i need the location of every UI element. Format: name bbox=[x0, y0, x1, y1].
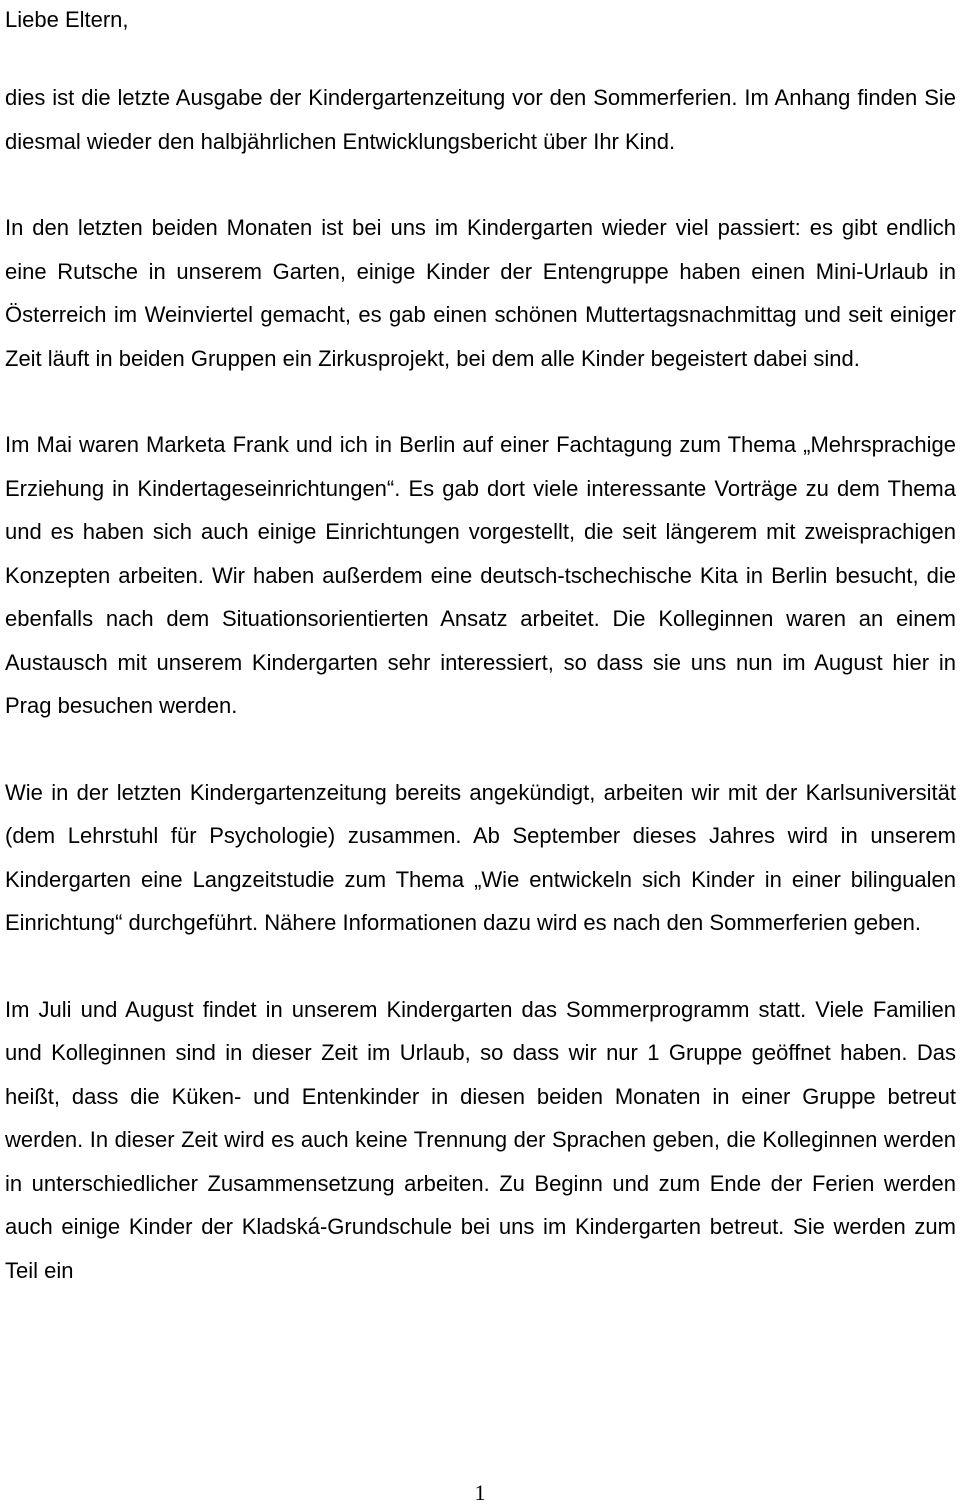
paragraph-spacer bbox=[5, 945, 956, 988]
paragraph-spacer bbox=[5, 40, 956, 76]
paragraph-intro: dies ist die letzte Ausgabe der Kindergartenzeitung vor den Sommerferien. Im Anhang finden Sie diesmal wieder den halbjährlichen Entwicklungsbericht über Ihr Kind. bbox=[5, 85, 956, 154]
paragraph-university-study: Wie in der letzten Kindergartenzeitung bereits angekündigt, arbeiten wir mit der Karlsuniversität (dem Lehrstuhl für Psychologie) zusammen. Ab September dieses Jahres wird in unserem Kindergarten eine Langzeitstudie zum Thema „Wie entwickeln sich Kinder in einer bilingualen Einrichtung“ durchgeführt. Nähere Informationen dazu wird es nach den Sommerferien geben. bbox=[5, 779, 956, 935]
paragraph-spacer bbox=[5, 163, 956, 206]
page-number: 1 bbox=[474, 1480, 486, 1505]
paragraph-spacer bbox=[5, 728, 956, 771]
salutation: Liebe Eltern, bbox=[5, 7, 129, 32]
letter-body bbox=[5, 0, 956, 1292]
paragraph-spacer bbox=[5, 380, 956, 423]
paragraph-summer-program: Im Juli und August findet in unserem Kindergarten das Sommerprogramm statt. Viele Familien und Kolleginnen sind in dieser Zeit im Urlaub, so dass wir nur 1 Gruppe geöffnet haben. Das heißt, dass die Küken- und Entenkinder in diesen beiden Monaten in einer Gruppe betreut werden. In dieser Zeit wird es auch keine Trennung der Sprachen geben, die Kolleginnen werden in unterschiedlicher Zusammensetzung arbeiten. Zu Beginn und zum Ende der Ferien werden auch einige Kinder der Kladská-Grundschule bei uns im Kindergarten betreut. Sie werden zum Teil ein bbox=[5, 996, 956, 1283]
paragraph-recent-events: In den letzten beiden Monaten ist bei uns im Kindergarten wieder viel passiert: es gibt endlich eine Rutsche in unserem Garten, einige Kinder der Entengruppe haben einen Mini-Urlaub in Österreich im Weinviertel gemacht, es gab einen schönen Muttertagsnachmittag und seit einiger Zeit läuft in beiden Gruppen ein Zirkusprojekt, bei dem alle Kinder begeistert dabei sind. bbox=[5, 215, 956, 371]
paragraph-berlin-conference: Im Mai waren Marketa Frank und ich in Berlin auf einer Fachtagung zum Thema „Mehrsprachige Erziehung in Kindertageseinrichtungen“. Es gab dort viele interessante Vorträge zu dem Thema und es haben sich auch einige Einrichtungen vorgestellt, die seit längerem mit zweisprachigen Konzepten arbeiten. Wir haben außerdem eine deutsch-tschechische Kita in Berlin besucht, die ebenfalls nach dem Situationsorientierten Ansatz arbeitet. Die Kolleginnen waren an einem Austausch mit unserem Kindergarten sehr interessiert, so dass sie uns nun im August hier in Prag besuchen werden. bbox=[5, 432, 956, 718]
